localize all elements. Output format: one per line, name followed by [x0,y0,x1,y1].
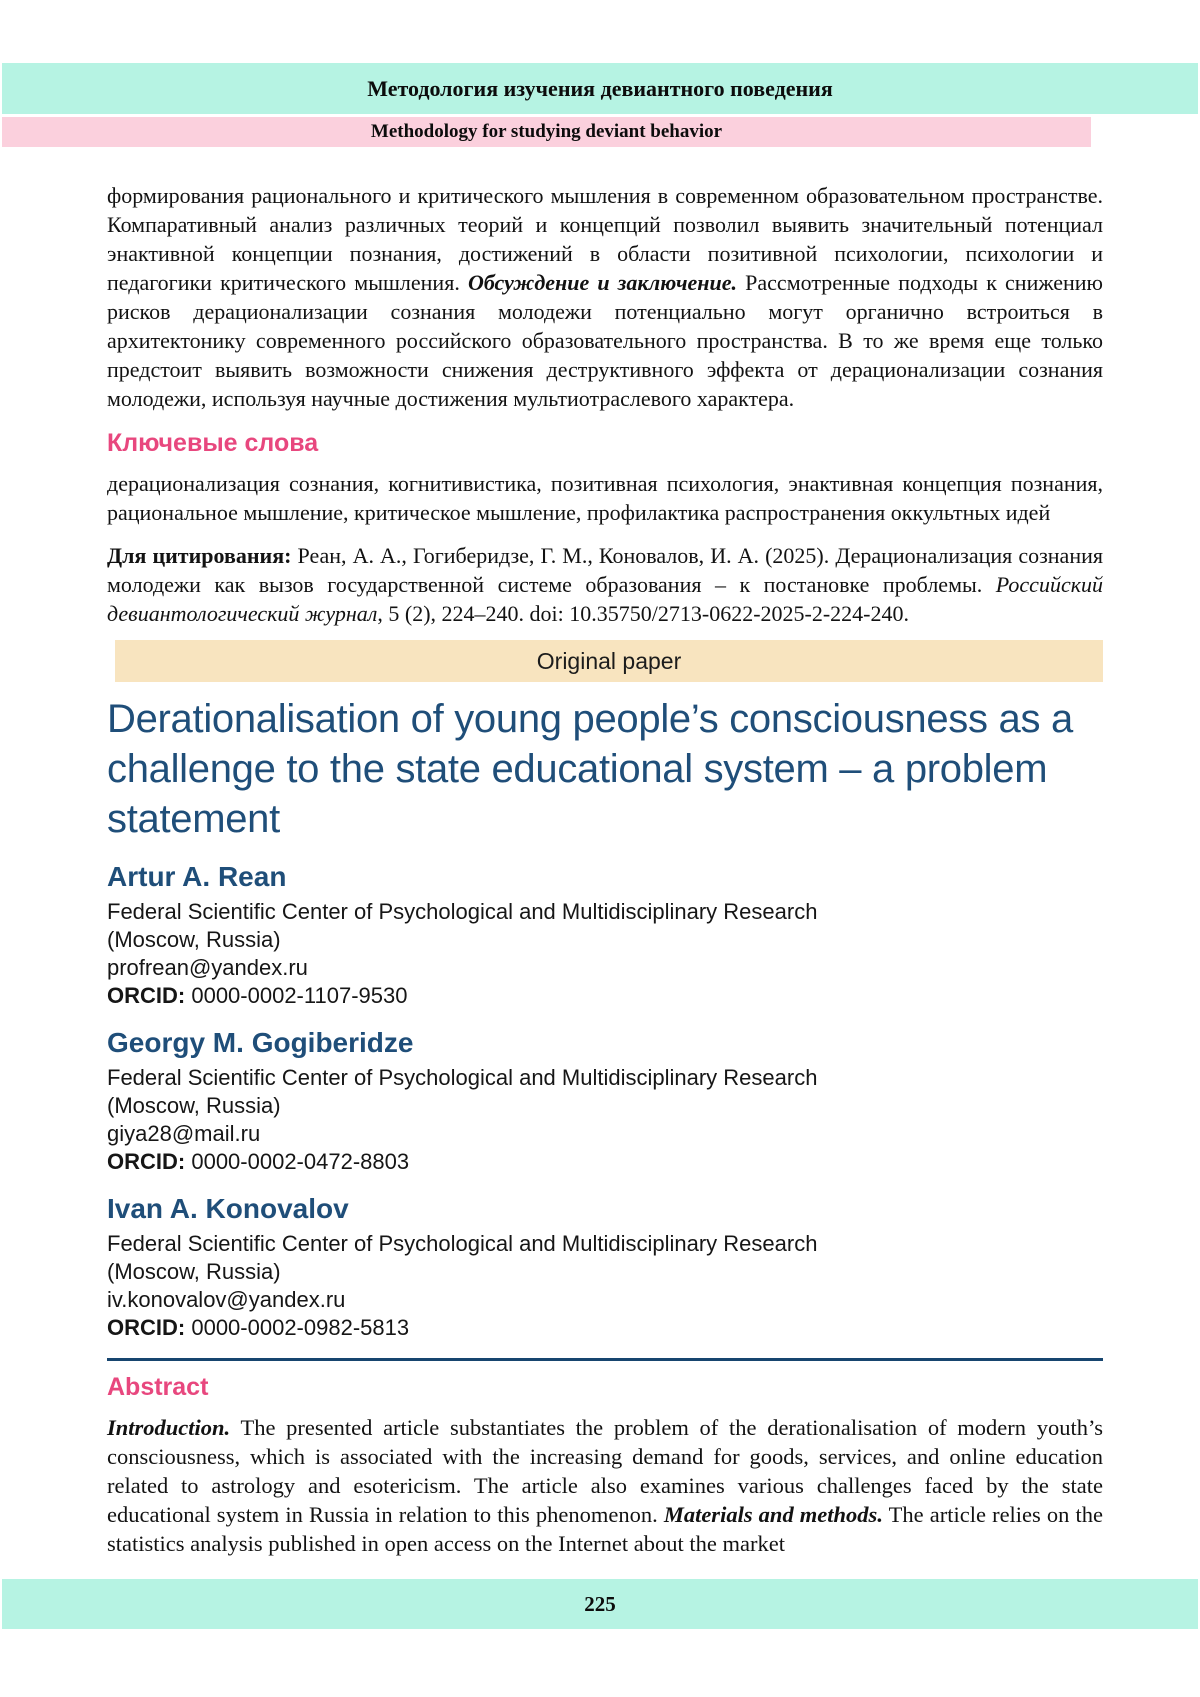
introduction-label: Introduction. [107,1415,231,1440]
orcid-label: ORCID: [107,1315,186,1340]
author-name: Ivan A. Konovalov [107,1193,349,1224]
section-banner-russian-text: Методология изучения девиантного поведения [367,75,833,101]
citation-paragraph [107,541,1103,628]
author-block-rean [107,860,1103,1010]
orcid-label: ORCID: [107,983,186,1008]
orcid-label: ORCID: [107,1149,186,1174]
author-affiliation: Federal Scientific Center of Psychological and Multidisciplinary Research [107,1065,818,1090]
author-affiliation: Federal Scientific Center of Psychological and Multidisciplinary Research [107,1231,818,1256]
keywords-heading: Ключевые слова [107,429,319,457]
abstract-introduction-text: The presented article substantiates the problem of the derationalisation of modern youth’s consciousness, which is associated with the increasing demand for goods, services, and online education related to astrology and esotericism. The article also examines various challenges faced by the state educational system in Russia in relation to this phenomenon. [107,1415,1103,1527]
russian-abstract-tail: Рассмотренные подходы к снижению рисков дерационализации сознания молодежи потенциально могут органично встроиться в архитектонику современного российского образовательного пространства. В то же время еще только предстоит выявить возможности снижения деструктивного эффекта от дерационализации сознания молодежи, используя научные достижения мультиотраслевого характера. [107,270,1103,411]
author-location: (Moscow, Russia) [107,927,281,952]
article-title: Derationalisation of young people’s consciousness as a challenge to the state educational system – a problem statement [107,697,1073,841]
author-email: giya28@mail.ru [107,1121,261,1146]
orcid-value: 0000-0002-0982-5813 [191,1315,410,1340]
page-number: 225 [584,1591,616,1616]
author-block-konovalov [107,1192,1103,1342]
page-footer-banner [2,1579,1198,1629]
author-name: Artur A. Rean [107,861,287,892]
citation-label: Для цитирования: [107,543,292,568]
author-location: (Moscow, Russia) [107,1259,281,1284]
original-paper-banner [115,640,1103,682]
russian-abstract-paragraph [107,181,1103,413]
orcid-line [107,982,1103,1010]
citation-text-before-journal: Реан, А. А., Гогиберидзе, Г. М., Коновалов, И. А. (2025). Дерационализация сознания молодежи как вызов государственной системе образования – к постановке проблемы. [107,543,1103,597]
author-block-gogiberidze [107,1026,1103,1176]
orcid-line [107,1314,1103,1342]
section-banner-russian [2,63,1198,114]
discussion-conclusion-label: Обсуждение и заключение. [467,270,738,295]
abstract-paragraph [107,1413,1103,1558]
orcid-line [107,1148,1103,1176]
orcid-value: 0000-0002-0472-8803 [191,1149,410,1174]
orcid-value: 0000-0002-1107-9530 [191,983,408,1008]
author-name: Georgy M. Gogiberidze [107,1027,414,1058]
abstract-methods-text: The article relies on the statistics analysis published in open access on the Internet about the market [107,1502,1104,1556]
author-email: profrean@yandex.ru [107,955,308,980]
section-divider [107,1358,1103,1361]
section-banner-english [2,117,1091,147]
abstract-heading: Abstract [107,1373,209,1401]
original-paper-label: Original paper [536,647,682,674]
page-content [107,147,1103,1558]
author-affiliation: Federal Scientific Center of Psychological and Multidisciplinary Research [107,899,818,924]
section-banner-english-text: Methodology for studying deviant behavior [370,121,723,142]
keywords-text: дерационализация сознания, когнитивистика, позитивная психология, энактивная концепция познания, рациональное мышление, критическое мышление, профилактика распространения оккультных идей [107,471,1103,525]
author-email: iv.konovalov@yandex.ru [107,1287,346,1312]
author-location: (Moscow, Russia) [107,1093,281,1118]
citation-text-after-journal: , 5 (2), 224–240. doi: 10.35750/2713-0622-2025-2-224-240. [377,601,910,626]
russian-abstract-lead: формирования рационального и критического мышления в современном образовательном пространстве. Компаративный анализ различных теорий и концепций позволил выявить значительный потенциал энактивной концепции познания, достижений в области позитивной психологии, психологии и педагогики критического мышления. [107,183,1103,295]
materials-methods-label: Materials and methods. [663,1502,883,1527]
journal-name: Российский девиантологический журнал [107,572,1103,626]
